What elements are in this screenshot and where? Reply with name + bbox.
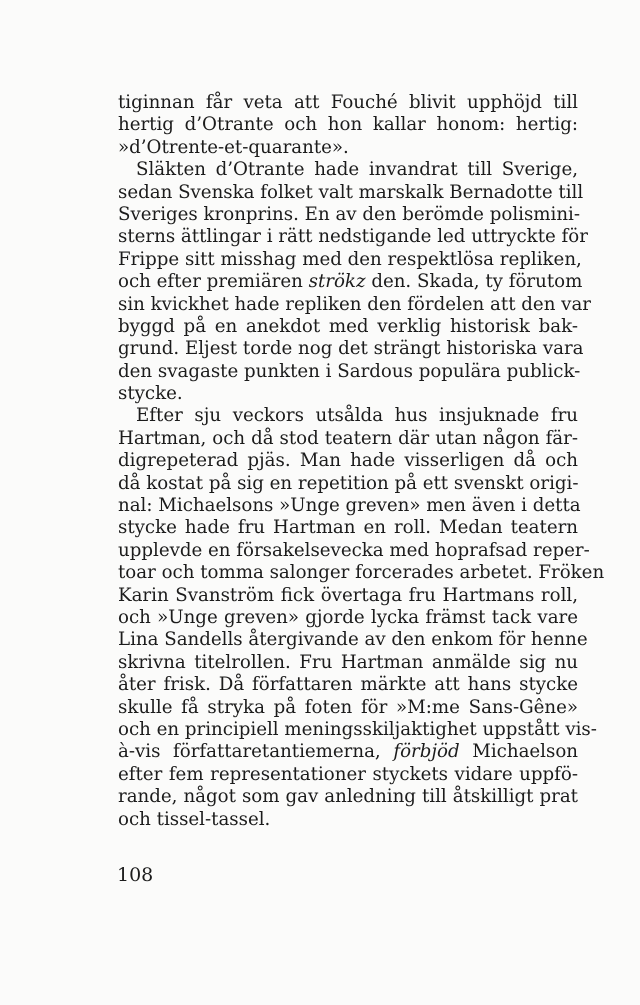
text-line: sterns ättlingar i rätt nedstigande led uttryckte för [118,226,588,248]
text-line: upplevde en försakelsevecka med hoprafsad reper- [118,539,590,561]
text-line: grund. Eljest torde nog det strängt historiska vara [118,338,584,360]
text-line: hertig d’Otrante och hon kallar honom: hertig: [118,114,578,136]
text-segment: den. Skada, ty förutom [365,271,583,293]
text-line: byggd på en anekdot med verklig historisk bak- [118,315,578,337]
text-line: rande, något som gav anledning till åtskilligt prat [118,786,578,808]
text-line: och tissel-tassel. [118,808,271,830]
italic-word: förbjöd [393,741,460,763]
text-line: och »Unge greven» gjorde lycka främst tack vare [118,606,578,628]
text-line: skrivna titelrollen. Fru Hartman anmälde sig nu [118,651,578,673]
body-text [118,92,605,831]
text-line [118,741,578,763]
text-line: Frippe sitt misshag med den respektlösa repliken, [118,248,582,270]
text-line: skulle få stryka på foten för »M:me Sans-Gêne» [118,696,578,718]
text-line: stycke. [118,383,183,405]
text-line: stycke hade fru Hartman en roll. Medan teatern [118,517,578,539]
text-line: Släkten d’Otrante hade invandrat till Sverige, [136,159,578,181]
text-line: då kostat på sig en repetition på ett svenskt origi- [118,472,579,494]
text-line: Karin Svanström fick övertaga fru Hartmans roll, [118,584,578,606]
text-line: den svagaste punkten i Sardous populära publick- [118,360,581,382]
page-number: 108 [117,864,154,886]
text-line: åter frisk. Då författaren märkte att hans stycke [118,674,578,696]
text-line: sedan Svenska folket valt marskalk Bernadotte till [118,181,584,203]
text-line: »d’Otrente-et-quarante». [118,136,349,158]
text-segment: och efter premiären [118,271,309,293]
text-line: Lina Sandells återgivande av den enkom för henne [118,629,588,651]
text-line: Efter sju veckors utsålda hus insjuknade fru [136,405,578,427]
text-line: nal: Michaelsons »Unge greven» men även i detta [118,495,581,517]
text-line: digrepeterad pjäs. Man hade visserligen då och [118,450,578,472]
text-segment: Michaelson [459,741,578,763]
text-line [118,271,583,293]
text-line: efter fem representationer styckets vidare uppfö- [118,763,578,785]
text-line: Hartman, och då stod teatern där utan någon fär- [118,427,578,449]
text-segment: à-vis författaretantiemerna, [118,741,394,763]
text-line: tiginnan får veta att Fouché blivit upphöjd till [118,92,578,113]
text-line: Sveriges kronprins. En av den berömde polismini- [118,203,581,225]
text-line: och en principiell meningsskiljaktighet uppstått vis- [118,718,597,740]
italic-word: strökz [308,271,366,293]
text-line: toar och tomma salonger forcerades arbetet. Fröken [118,562,605,584]
text-line: sin kvickhet hade repliken den fördelen att den var [118,293,591,315]
